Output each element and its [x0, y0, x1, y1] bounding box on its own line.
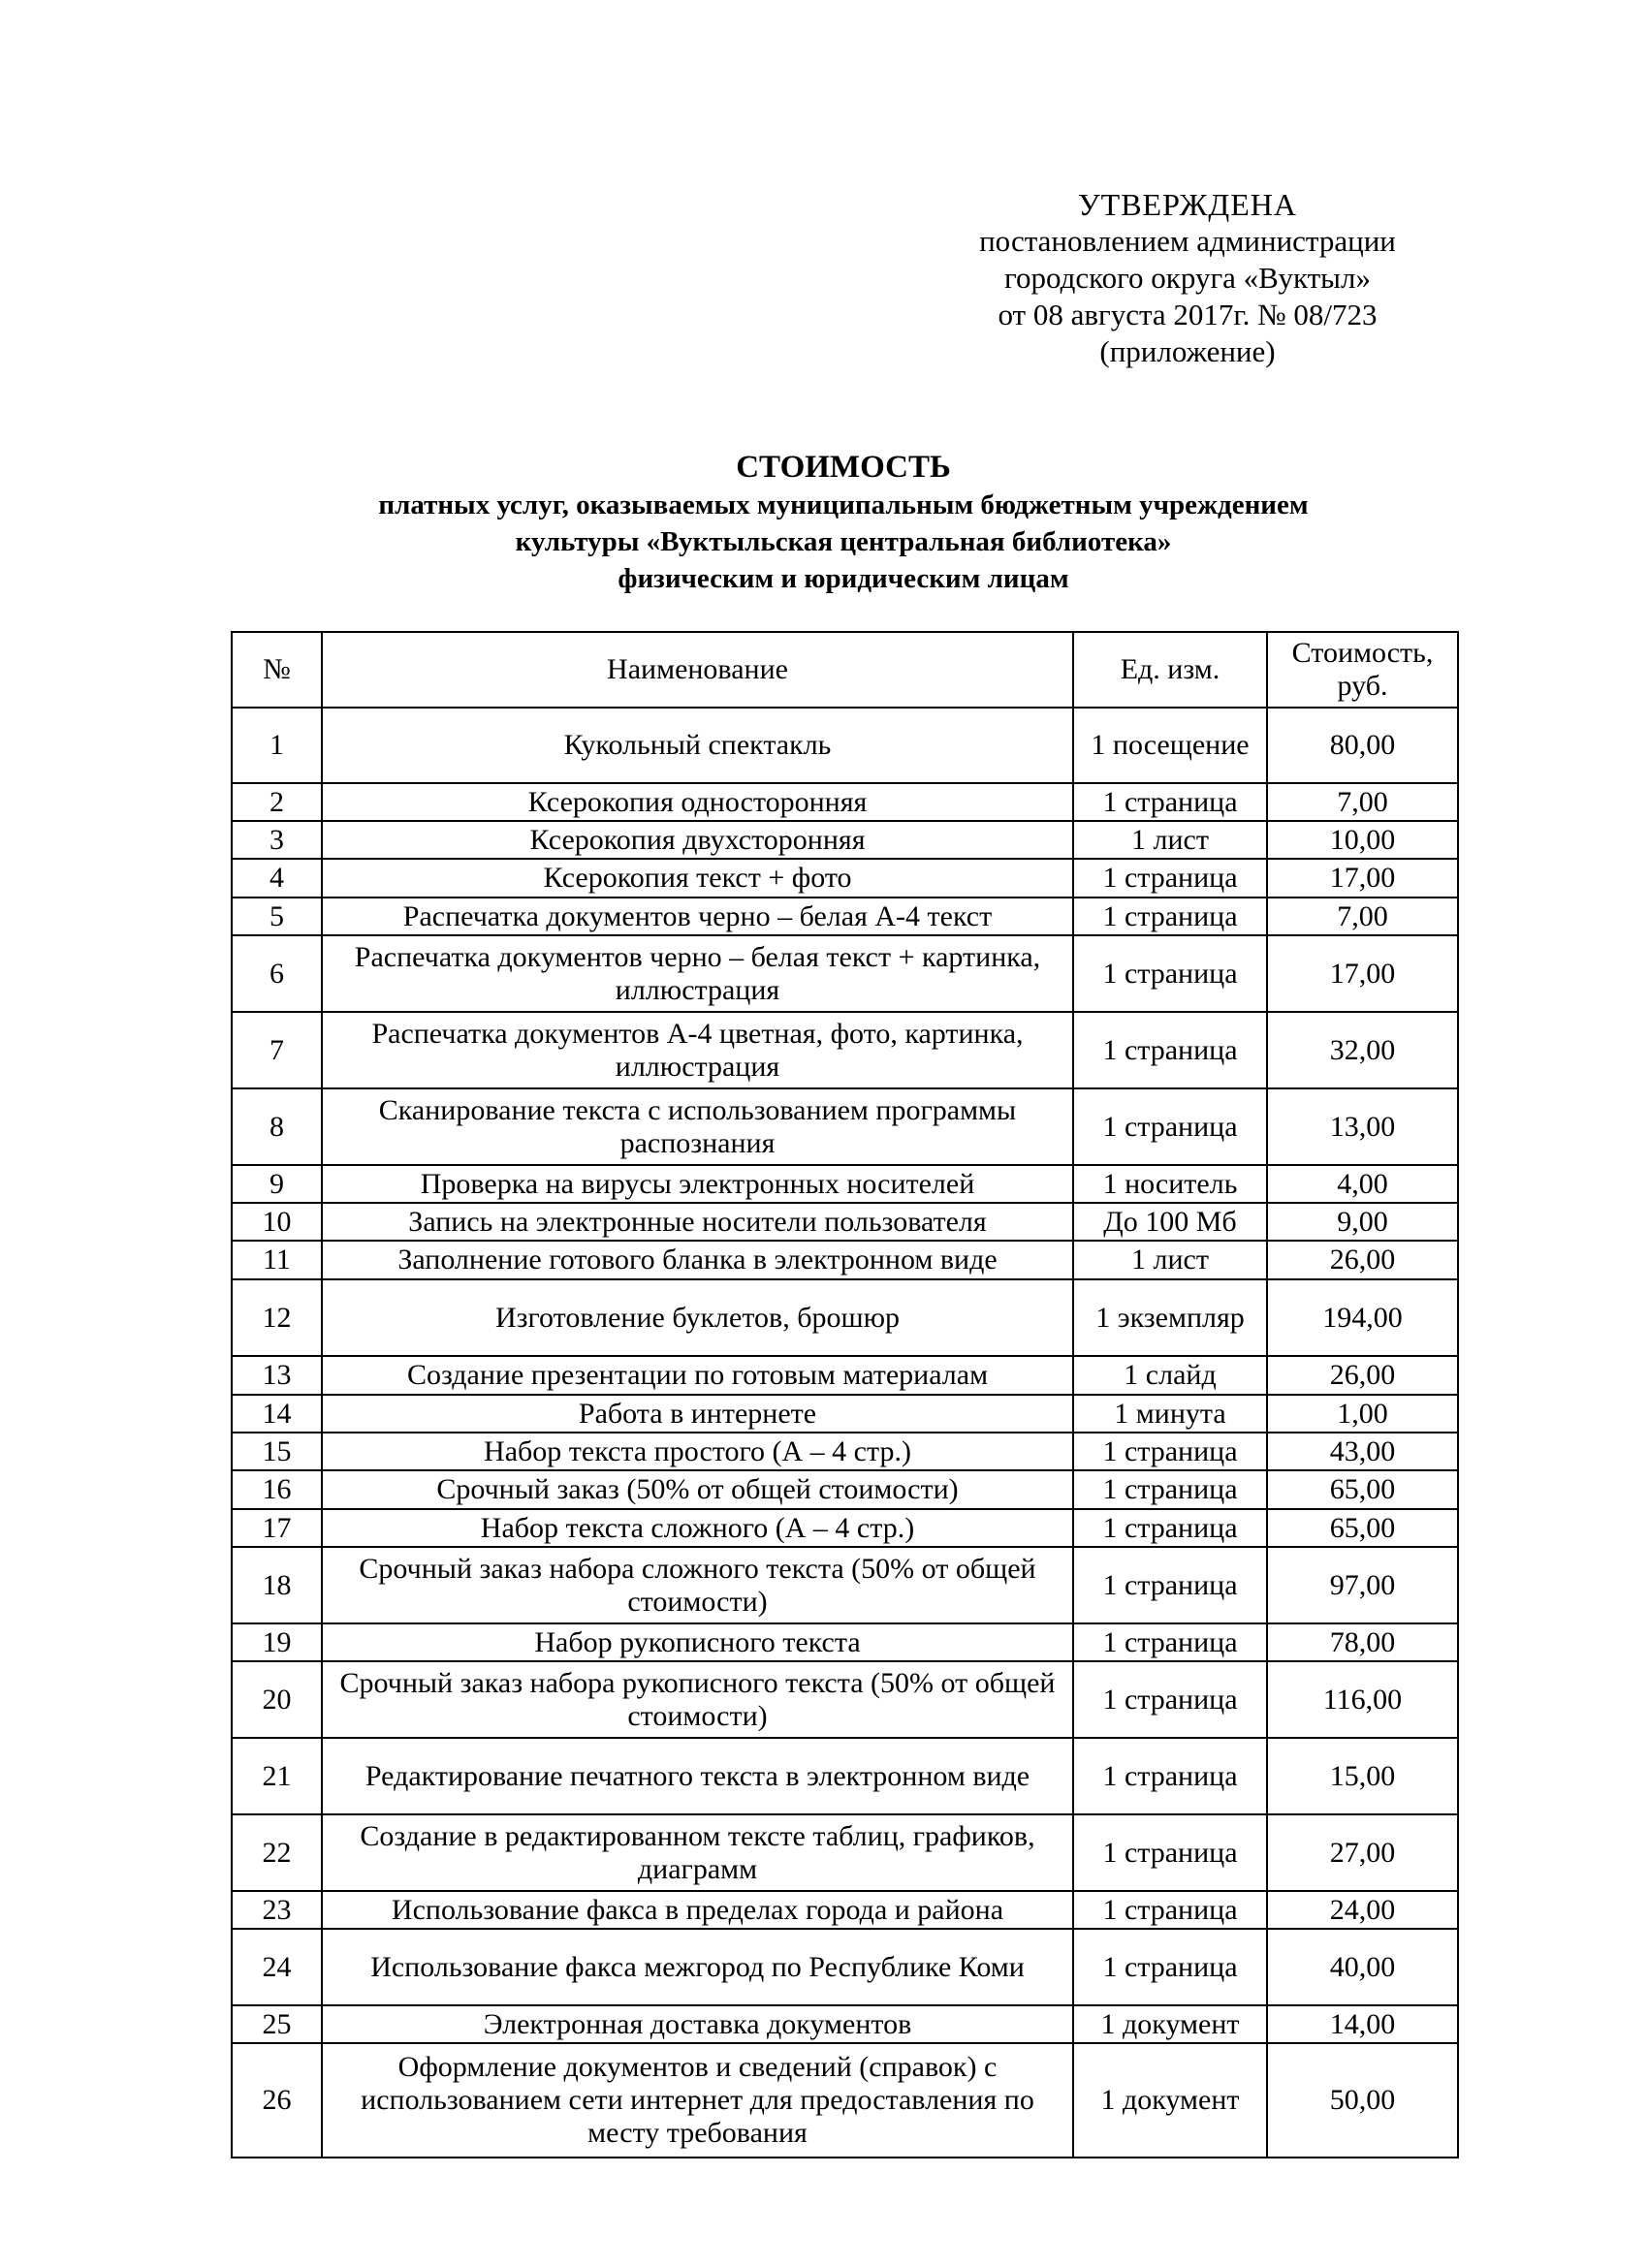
- cell-cost: 43,00: [1267, 1433, 1458, 1470]
- cell-unit: 1 страница: [1073, 1814, 1267, 1891]
- cell-num: 19: [232, 1623, 322, 1661]
- cell-name: Набор рукописного текста: [322, 1623, 1073, 1661]
- cell-num: 22: [232, 1814, 322, 1891]
- cell-unit: 1 страница: [1073, 1088, 1267, 1165]
- cell-name: Распечатка документов А-4 цветная, фото, картинка, иллюстрация: [322, 1012, 1073, 1088]
- document-title: СТОИМОСТЬ: [736, 450, 951, 485]
- cell-unit: 1 носитель: [1073, 1165, 1267, 1203]
- table-row: [232, 1891, 1458, 1929]
- table-row: [232, 1395, 1458, 1433]
- cell-name: Использование факса в пределах города и района: [322, 1891, 1073, 1929]
- document-heading: [194, 448, 1493, 597]
- cell-num: 16: [232, 1470, 322, 1509]
- header-unit: Ед. изм.: [1073, 632, 1267, 708]
- table-row: [232, 1623, 1458, 1661]
- cell-cost: 26,00: [1267, 1356, 1458, 1395]
- table-row: [232, 859, 1458, 898]
- cell-name: Заполнение готового бланка в электронном виде: [322, 1241, 1073, 1279]
- approval-stamp: [906, 186, 1469, 370]
- cell-unit: 1 страница: [1073, 1470, 1267, 1509]
- table-row: [232, 783, 1458, 821]
- cell-name: Создание в редактированном тексте таблиц, графиков, диаграмм: [322, 1814, 1073, 1891]
- table-row: [232, 2005, 1458, 2043]
- cell-unit: 1 страница: [1073, 1623, 1267, 1661]
- table-row: [232, 2043, 1458, 2158]
- table-body: [232, 708, 1458, 2158]
- cell-unit: 1 посещение: [1073, 708, 1267, 783]
- cell-num: 13: [232, 1356, 322, 1395]
- cell-unit: 1 страница: [1073, 859, 1267, 898]
- cell-unit: 1 страница: [1073, 1547, 1267, 1623]
- cell-unit: 1 страница: [1073, 935, 1267, 1012]
- document-subtitle-line: физическим и юридическим лицам: [618, 563, 1069, 594]
- cell-name: Электронная доставка документов: [322, 2005, 1073, 2043]
- table-row: [232, 1738, 1458, 1814]
- cell-name: Срочный заказ (50% от общей стоимости): [322, 1470, 1073, 1509]
- cell-name: Работа в интернете: [322, 1395, 1073, 1433]
- cell-cost: 9,00: [1267, 1203, 1458, 1241]
- cell-num: 17: [232, 1509, 322, 1547]
- cell-unit: 1 страница: [1073, 1929, 1267, 2005]
- cell-unit: 1 страница: [1073, 1509, 1267, 1547]
- cell-name: Запись на электронные носители пользователя: [322, 1203, 1073, 1241]
- cell-num: 15: [232, 1433, 322, 1470]
- cell-num: 25: [232, 2005, 322, 2043]
- table-row: [232, 1433, 1458, 1470]
- cell-num: 3: [232, 821, 322, 859]
- approval-line: от 08 августа 2017г. № 08/723: [998, 298, 1378, 331]
- cell-num: 1: [232, 708, 322, 783]
- cell-cost: 194,00: [1267, 1279, 1458, 1356]
- cell-num: 10: [232, 1203, 322, 1241]
- cell-cost: 27,00: [1267, 1814, 1458, 1891]
- table-row: [232, 1929, 1458, 2005]
- cell-name: Набор текста сложного (А – 4 стр.): [322, 1509, 1073, 1547]
- cell-num: 11: [232, 1241, 322, 1279]
- cell-name: Использование факса межгород по Республике Коми: [322, 1929, 1073, 2005]
- cell-cost: 4,00: [1267, 1165, 1458, 1203]
- table-row: [232, 1814, 1458, 1891]
- cell-cost: 78,00: [1267, 1623, 1458, 1661]
- header-num: №: [232, 632, 322, 708]
- cell-cost: 1,00: [1267, 1395, 1458, 1433]
- cell-name: Срочный заказ набора сложного текста (50% от общей стоимости): [322, 1547, 1073, 1623]
- cell-cost: 65,00: [1267, 1509, 1458, 1547]
- cell-cost: 26,00: [1267, 1241, 1458, 1279]
- table-row: [232, 821, 1458, 859]
- cell-cost: 14,00: [1267, 2005, 1458, 2043]
- cell-cost: 13,00: [1267, 1088, 1458, 1165]
- table-row: [232, 1509, 1458, 1547]
- cell-unit: 1 страница: [1073, 1738, 1267, 1814]
- cell-num: 20: [232, 1661, 322, 1738]
- table-row: [232, 1470, 1458, 1509]
- cell-unit: 1 минута: [1073, 1395, 1267, 1433]
- document-subtitle-line: платных услуг, оказываемых муниципальным бюджетным учреждением: [378, 489, 1309, 520]
- cell-name: Ксерокопия двухсторонняя: [322, 821, 1073, 859]
- cell-cost: 15,00: [1267, 1738, 1458, 1814]
- cell-name: Ксерокопия текст + фото: [322, 859, 1073, 898]
- cell-num: 12: [232, 1279, 322, 1356]
- table-row: [232, 1356, 1458, 1395]
- cell-cost: 7,00: [1267, 783, 1458, 821]
- cell-unit: 1 слайд: [1073, 1356, 1267, 1395]
- cell-cost: 17,00: [1267, 935, 1458, 1012]
- cell-name: Распечатка документов черно – белая текст + картинка, иллюстрация: [322, 935, 1073, 1012]
- table-row: [232, 1241, 1458, 1279]
- cell-num: 7: [232, 1012, 322, 1088]
- cell-name: Редактирование печатного текста в электронном виде: [322, 1738, 1073, 1814]
- table-row: [232, 1661, 1458, 1738]
- cell-unit: 1 страница: [1073, 1433, 1267, 1470]
- cell-cost: 50,00: [1267, 2043, 1458, 2158]
- cell-unit: 1 страница: [1073, 1661, 1267, 1738]
- header-cost: Стоимость, руб.: [1267, 632, 1458, 708]
- price-table: [231, 631, 1459, 2158]
- cell-cost: 24,00: [1267, 1891, 1458, 1929]
- cell-cost: 80,00: [1267, 708, 1458, 783]
- table-row: [232, 935, 1458, 1012]
- cell-unit: 1 страница: [1073, 898, 1267, 935]
- cell-name: Оформление документов и сведений (справок) с использованием сети интернет для предоставления по месту требования: [322, 2043, 1073, 2158]
- cell-cost: 97,00: [1267, 1547, 1458, 1623]
- cell-unit: 1 документ: [1073, 2005, 1267, 2043]
- table-row: [232, 1279, 1458, 1356]
- cell-cost: 17,00: [1267, 859, 1458, 898]
- cell-num: 8: [232, 1088, 322, 1165]
- cell-name: Проверка на вирусы электронных носителей: [322, 1165, 1073, 1203]
- cell-cost: 65,00: [1267, 1470, 1458, 1509]
- document-subtitle-line: культуры «Вуктыльская центральная библиотека»: [515, 526, 1172, 557]
- cell-cost: 7,00: [1267, 898, 1458, 935]
- cell-num: 5: [232, 898, 322, 935]
- approval-line: постановлением администрации: [979, 224, 1396, 258]
- cell-name: Создание презентации по готовым материалам: [322, 1356, 1073, 1395]
- cell-cost: 116,00: [1267, 1661, 1458, 1738]
- cell-name: Распечатка документов черно – белая А-4 текст: [322, 898, 1073, 935]
- cell-name: Набор текста простого (А – 4 стр.): [322, 1433, 1073, 1470]
- cell-unit: 1 лист: [1073, 1241, 1267, 1279]
- table-row: [232, 898, 1458, 935]
- cell-num: 21: [232, 1738, 322, 1814]
- approval-title: УТВЕРЖДЕНА: [1077, 187, 1298, 222]
- cell-cost: 10,00: [1267, 821, 1458, 859]
- cell-cost: 32,00: [1267, 1012, 1458, 1088]
- header-name: Наименование: [322, 632, 1073, 708]
- table-row: [232, 1012, 1458, 1088]
- table-row: [232, 708, 1458, 783]
- table-row: [232, 1547, 1458, 1623]
- approval-line: (приложение): [1099, 334, 1276, 368]
- cell-name: Сканирование текста с использованием программы распознания: [322, 1088, 1073, 1165]
- table-row: [232, 1088, 1458, 1165]
- cell-unit: 1 страница: [1073, 783, 1267, 821]
- cell-unit: 1 лист: [1073, 821, 1267, 859]
- cell-num: 24: [232, 1929, 322, 2005]
- cell-num: 14: [232, 1395, 322, 1433]
- cell-num: 4: [232, 859, 322, 898]
- cell-num: 23: [232, 1891, 322, 1929]
- approval-line: городского округа «Вуктыл»: [1004, 261, 1371, 295]
- cell-num: 6: [232, 935, 322, 1012]
- table-row: [232, 1165, 1458, 1203]
- cell-unit: До 100 Мб: [1073, 1203, 1267, 1241]
- cell-unit: 1 страница: [1073, 1012, 1267, 1088]
- table-header-row: [232, 632, 1458, 708]
- cell-num: 26: [232, 2043, 322, 2158]
- cell-unit: 1 страница: [1073, 1891, 1267, 1929]
- cell-name: Изготовление буклетов, брошюр: [322, 1279, 1073, 1356]
- cell-unit: 1 документ: [1073, 2043, 1267, 2158]
- cell-num: 18: [232, 1547, 322, 1623]
- cell-cost: 40,00: [1267, 1929, 1458, 2005]
- cell-num: 2: [232, 783, 322, 821]
- cell-name: Ксерокопия односторонняя: [322, 783, 1073, 821]
- cell-name: Кукольный спектакль: [322, 708, 1073, 783]
- cell-unit: 1 экземпляр: [1073, 1279, 1267, 1356]
- cell-num: 9: [232, 1165, 322, 1203]
- table-row: [232, 1203, 1458, 1241]
- cell-name: Срочный заказ набора рукописного текста (50% от общей стоимости): [322, 1661, 1073, 1738]
